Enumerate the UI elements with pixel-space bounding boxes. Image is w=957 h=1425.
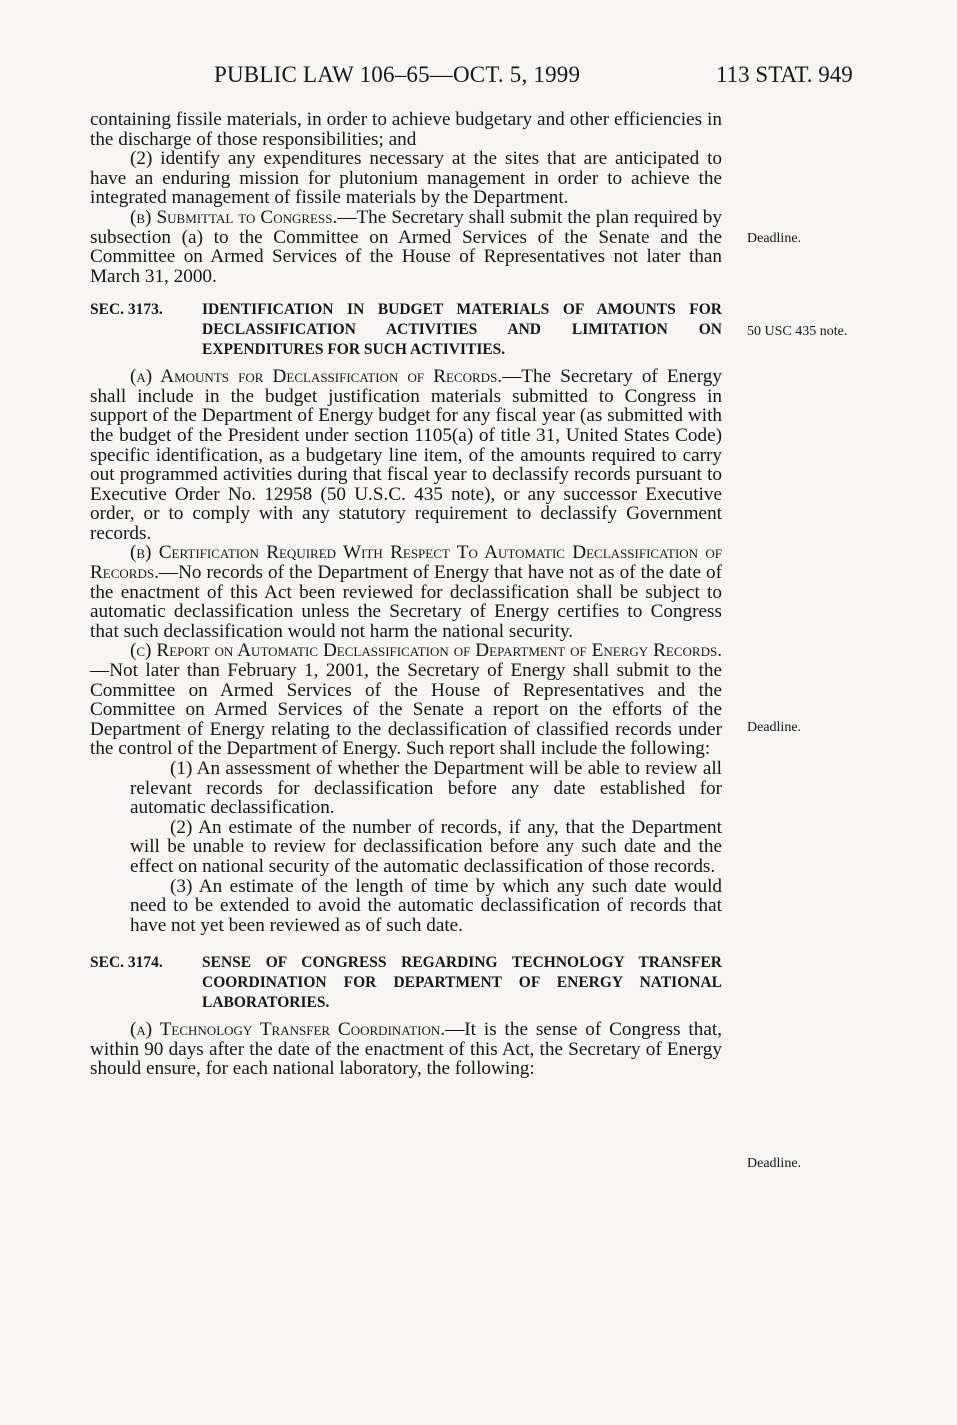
subsection-heading: (b) Certification Required With Respect To Automatic Declassification of Records. <box>90 542 722 584</box>
subsection-heading: (a) Amounts for Declassification of Records. <box>130 366 503 388</box>
subsection-text: —The Secretary of Energy shall include in the budget justification materials submitted to Congress in support of the Department of Energy budget for any fiscal year (as submitted with the budget of the President under section 1105(a) of title 31, United States Code) specific identification, as a budgetary line item, of the amounts required to carry out programmed activities during that fiscal year to declassify records pursuant to Executive Order No. 12958 (50 U.S.C. 435 note), or any successor Executive order, or to comply with any statutory requirement to declassify Government records. <box>90 366 722 544</box>
subsection-text: —It is the sense of Congress that, within 90 days after the date of the enactment of this Act, the Secretary of Energy should ensure, for each national laboratory, the following: <box>90 1019 722 1080</box>
margin-note-usc: 50 USC 435 note. <box>747 324 848 339</box>
subsection-text: —The Secretary shall submit the plan required by subsection (a) to the Committee on Armed Services of the Senate and the Committee on Armed Services of the House of Representatives not later than March 31, 2000. <box>90 206 722 287</box>
paragraph-c1: (1) An assessment of whether the Department will be able to review all relevant records for declassification before any date established for automatic declassification. <box>130 758 722 819</box>
section-title: IDENTIFICATION IN BUDGET MATERIALS OF AMOUNTS FOR DECLASSIFICATION ACTIVITIES AND LIMITATION ON EXPENDITURES FOR SUCH ACTIVITIES. <box>202 301 722 358</box>
margin-note-deadline: Deadline. <box>747 231 802 246</box>
subsection-heading: (c) Report on Automatic Declassification of Department of Energy Records. <box>130 640 722 662</box>
subsection-tech-transfer <box>90 1020 722 1079</box>
page-header <box>0 62 957 92</box>
paragraph-c2: (2) An estimate of the number of records, if any, that the Department will be unable to review for declassification before any such date and the effect on national security of the automatic declassification of those records. <box>130 816 722 877</box>
paragraph-submittal <box>90 208 722 286</box>
running-head: PUBLIC LAW 106–65—OCT. 5, 1999 <box>214 62 581 87</box>
paragraph-c3: (3) An estimate of the length of time by which any such date would need to be extended to avoid the automatic declassification of records that have not yet been reviewed as of such date. <box>130 875 722 936</box>
paragraph-continuation: containing fissile materials, in order to achieve budgetary and other efficiencies in the discharge of those responsibilities; and <box>90 109 722 150</box>
subsection-heading: (a) Technology Transfer Coordination. <box>130 1019 446 1041</box>
margin-note-deadline: Deadline. <box>747 720 802 735</box>
subsection-b <box>90 543 722 641</box>
section-heading-3173 <box>90 300 722 359</box>
subsection-c <box>90 641 722 759</box>
document-body <box>90 110 722 1079</box>
statute-citation: 113 STAT. 949 <box>716 62 853 87</box>
margin-note-deadline: Deadline. <box>747 1156 802 1171</box>
subsection-heading: (b) Submittal to Congress. <box>130 206 338 228</box>
paragraph-item-2: (2) identify any expenditures necessary at the sites that are anticipated to have an enduring mission for plutonium management in order to achieve the integrated management of fissile materials by the Department. <box>90 148 722 209</box>
subsection-text: —Not later than February 1, 2001, the Secretary of Energy shall submit to the Committee on Armed Services of the House of Representatives and the Committee on Armed Services of the Senate a report on the efforts of the Department of Energy relating to the declassification of classified records under the control of the Department of Energy. Such report shall include the following: <box>90 660 722 760</box>
section-number: SEC. 3174. <box>90 954 163 972</box>
section-title: SENSE OF CONGRESS REGARDING TECHNOLOGY TRANSFER COORDINATION FOR DEPARTMENT OF ENERGY NATIONAL LABORATORIES. <box>202 954 722 1011</box>
section-heading-3174 <box>90 953 722 1012</box>
section-number: SEC. 3173. <box>90 301 163 319</box>
subsection-text: —No records of the Department of Energy that have not as of the date of the enactment of this Act been reviewed for declassification shall be subject to automatic declassification unless the Secretary of Energy certifies to Congress that such declassification would not harm the national security. <box>90 562 722 642</box>
subsection-a <box>90 367 722 543</box>
